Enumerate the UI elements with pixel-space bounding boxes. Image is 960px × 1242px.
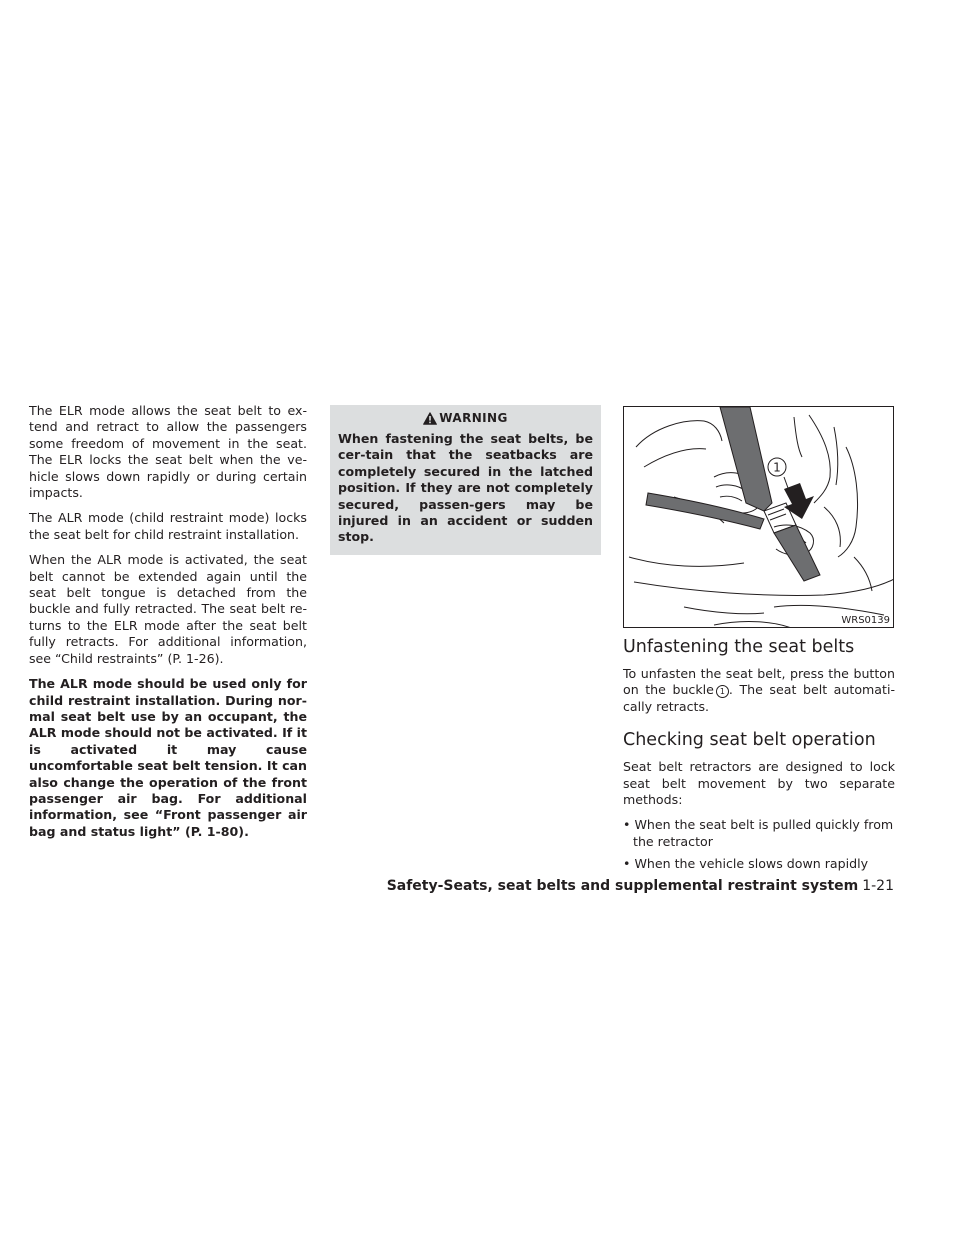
warning-heading [338, 411, 593, 425]
unfastening-paragraph [623, 666, 895, 715]
buckle-callout-icon: 1 [716, 685, 729, 698]
figure-callout-number: 1 [773, 460, 781, 475]
buckle-line-art [624, 407, 894, 628]
unfastening-heading: Unfastening the seat belts [623, 637, 855, 657]
warning-label: WARNING [439, 411, 508, 425]
warning-box [330, 405, 601, 555]
list-item: • When the seat belt is pulled quickly from the retractor [623, 817, 894, 849]
elr-paragraph: The ELR mode allows the seat belt to ex-tend and retract to allow the passengers some freedom of movement in the seat. The ELR locks the seat belt when the ve-hicle slows down rapidly or during certain impacts. [29, 403, 307, 501]
seat-belt-buckle-illustration [623, 406, 894, 628]
checking-bullet-list [623, 817, 895, 872]
right-column [623, 636, 895, 879]
footer-section-title: Safety-Seats, seat belts and supplemental restraint system [386, 878, 859, 894]
page-footer [387, 878, 894, 894]
warning-triangle-icon [423, 412, 437, 425]
alr-caution-paragraph: The ALR mode should be used only for child restraint installation. During nor-mal seat belt use by an occupant, the ALR mode should not be activated. If it is activated it may cause uncomfortable seat belt tension. It can also change the operation of the front passenger air bag. For additional information, see “Front passenger air bag and status light” (P. 1-80). [29, 676, 307, 839]
elr-alr-column [29, 403, 307, 849]
list-item: • When the vehicle slows down rapidly [623, 856, 869, 872]
warning-text: When fastening the seat belts, be cer-tain that the seatbacks are completely secured in the latched position. If they are not completely secured, passen-gers may be injured in an accident or sudden stop. [338, 431, 593, 545]
unfastening-text-after: . The seat belt automati-cally retracts. [623, 682, 895, 714]
checking-intro: Seat belt retractors are designed to lock seat belt movement by two separate methods: [623, 759, 895, 808]
page-number: 1-21 [862, 878, 894, 894]
alr-paragraph: The ALR mode (child restraint mode) locks the seat belt for child restraint installation. [29, 510, 307, 542]
unfastening-text-before: To unfasten the seat belt, press the button on the buckle [623, 666, 895, 698]
figure-code: WRS0139 [841, 615, 890, 626]
alr-activated-paragraph: When the ALR mode is activated, the seat belt cannot be extended again until the seat belt tongue is detached from the buckle and fully retracted. The seat belt re-turns to the ELR mode after the seat belt fully retracts. For additional information, see “Child restraints” (P. 1-26). [29, 552, 307, 666]
checking-heading: Checking seat belt operation [623, 730, 876, 751]
